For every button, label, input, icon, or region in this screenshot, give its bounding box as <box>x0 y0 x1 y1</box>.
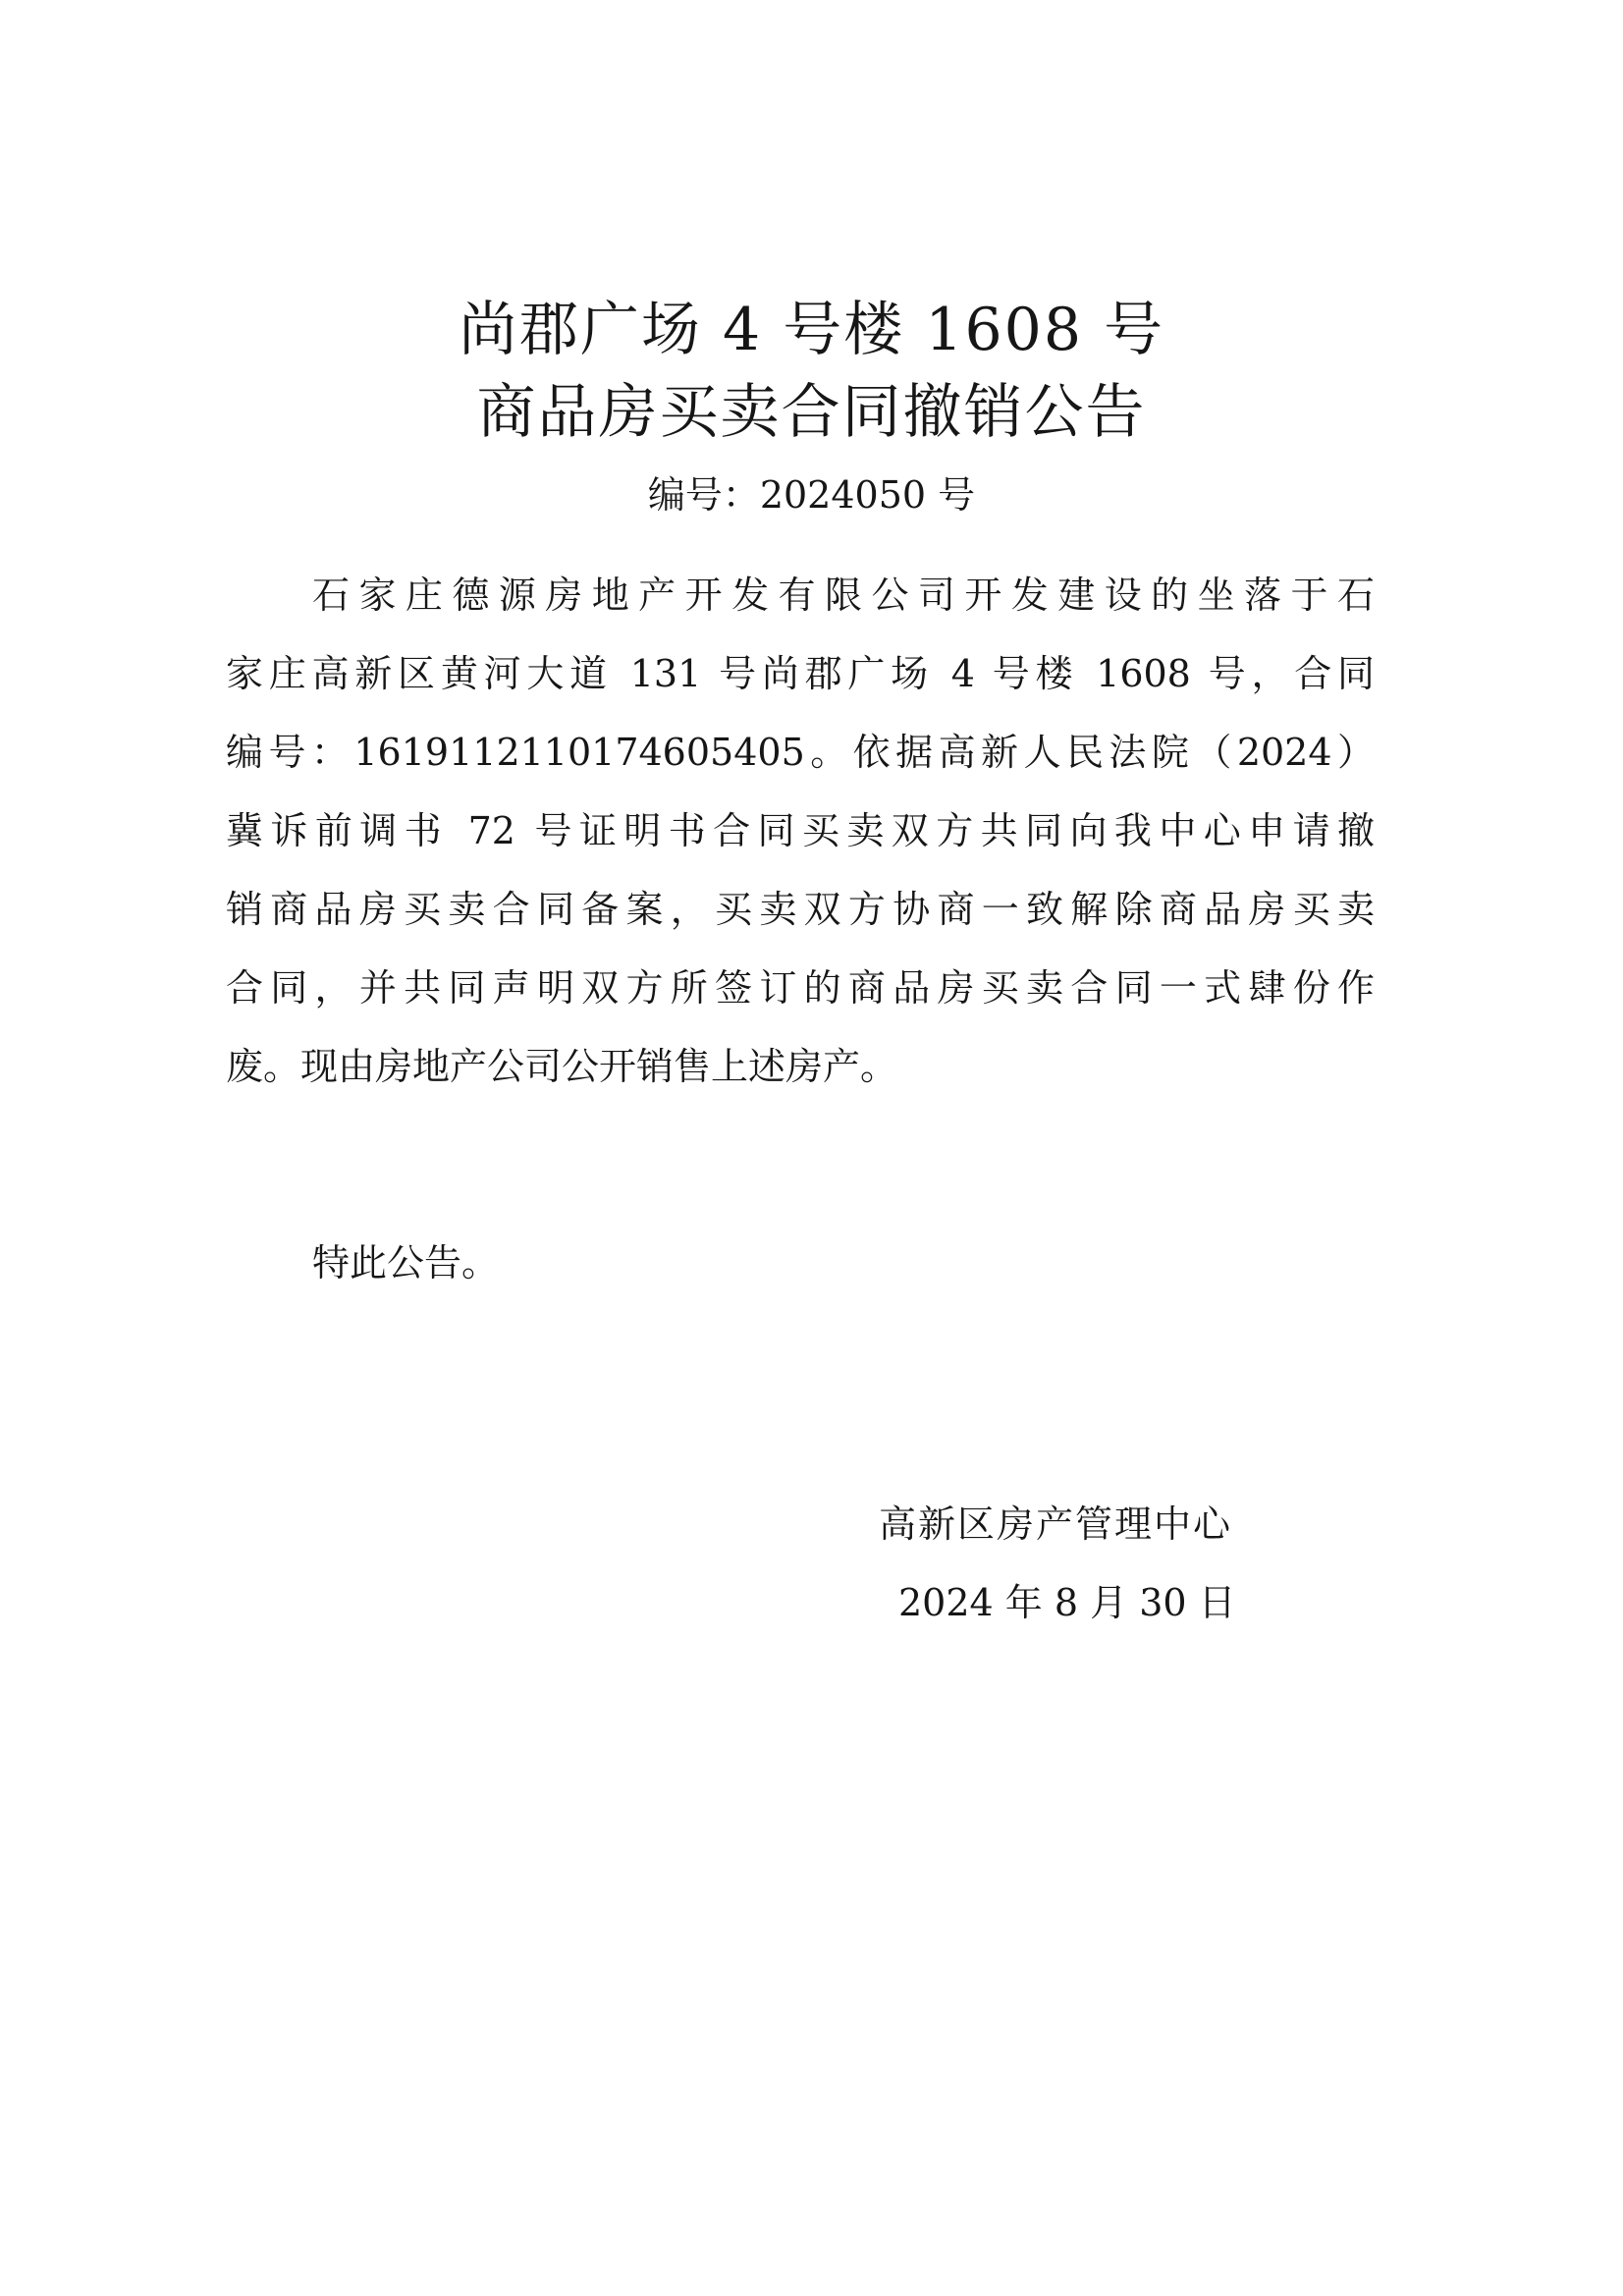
notice-title-line-2: 商品房买卖合同撤销公告 <box>476 378 1147 447</box>
body-line-2: 家庄高新区黄河大道 131 号尚郡广场 4 号楼 1608 号，合同 <box>226 652 1375 695</box>
document-number: 编号：2024050 号 <box>647 473 976 517</box>
body-line-1: 石家庄德源房地产开发有限公司开发建设的坐落于石 <box>312 574 1375 617</box>
body-line-7: 废。现由房地产公司公开销售上述房产。 <box>226 1045 898 1088</box>
issuing-authority: 高新区房产管理中心 <box>879 1503 1233 1546</box>
closing-statement: 特此公告。 <box>312 1241 500 1285</box>
body-line-3: 编号：1619112110174605405。依据高新人民法院（2024） <box>226 731 1375 774</box>
notice-title-line-1: 尚郡广场 4 号楼 1608 号 <box>458 296 1165 364</box>
issue-date: 2024 年 8 月 30 日 <box>898 1581 1236 1624</box>
body-line-6: 合同，并共同声明双方所签订的商品房买卖合同一式肆份作 <box>226 966 1375 1010</box>
body-line-4: 冀诉前调书 72 号证明书合同买卖双方共同向我中心申请撤 <box>226 809 1375 852</box>
body-line-5: 销商品房买卖合同备案，买卖双方协商一致解除商品房买卖 <box>226 888 1375 931</box>
